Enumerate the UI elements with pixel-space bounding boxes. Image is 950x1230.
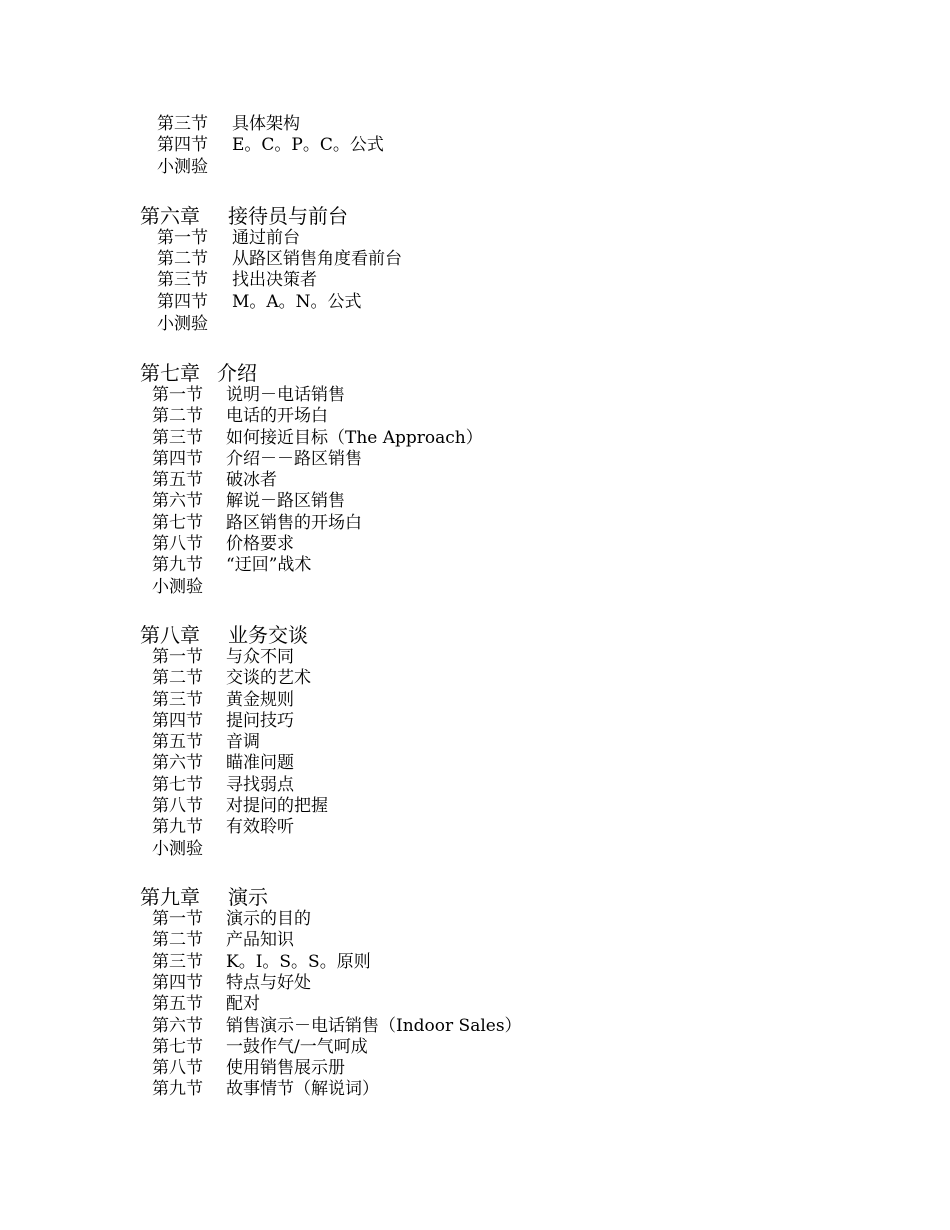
section-title: 瞄准问题 bbox=[226, 753, 294, 773]
chapter-label: 第七章 bbox=[140, 361, 200, 385]
toc-entry bbox=[152, 732, 652, 753]
chapter-label: 第六章 bbox=[140, 204, 200, 228]
toc-entry bbox=[157, 135, 557, 156]
section-title: 与众不同 bbox=[226, 647, 294, 667]
quiz-entry bbox=[152, 839, 352, 860]
toc-entry bbox=[157, 114, 557, 135]
toc-entry bbox=[152, 930, 852, 951]
section-label: 第四节 bbox=[152, 711, 203, 731]
chapter-label: 第八章 bbox=[140, 623, 200, 647]
section-title: 产品知识 bbox=[226, 930, 294, 950]
section-title: 解说－路区销售 bbox=[226, 491, 345, 511]
chapter-heading bbox=[140, 885, 640, 909]
section-label: 第三节 bbox=[152, 952, 203, 972]
toc-entry bbox=[152, 491, 752, 512]
section-label: 第八节 bbox=[152, 1058, 203, 1078]
section-title: 使用销售展示册 bbox=[226, 1058, 345, 1078]
section-title: 通过前台 bbox=[232, 228, 300, 248]
section-label: 第九节 bbox=[152, 817, 203, 837]
section-label: 第一节 bbox=[152, 647, 203, 667]
chapter-title: 介绍 bbox=[217, 361, 257, 385]
section-label: 第五节 bbox=[152, 994, 203, 1014]
section-label: 第六节 bbox=[152, 753, 203, 773]
section-label: 第二节 bbox=[152, 668, 203, 688]
toc-entry bbox=[152, 973, 852, 994]
toc-entry bbox=[152, 817, 652, 838]
section-title: 具体架构 bbox=[232, 114, 300, 134]
section-title: E。C。P。C。公式 bbox=[232, 135, 384, 155]
section-title: 提问技巧 bbox=[226, 711, 294, 731]
toc-entry bbox=[152, 1016, 852, 1037]
section-label: 第三节 bbox=[152, 428, 203, 448]
section-title: 路区销售的开场白 bbox=[226, 513, 362, 533]
toc-entry bbox=[152, 470, 752, 491]
section-title: 找出决策者 bbox=[232, 270, 317, 290]
toc-entry bbox=[152, 909, 852, 930]
section-title: “迂回”战术 bbox=[226, 555, 312, 575]
toc-entry bbox=[152, 449, 752, 470]
toc-entry bbox=[152, 428, 752, 449]
toc-entry bbox=[152, 1058, 852, 1079]
toc-entry bbox=[157, 292, 657, 313]
section-label: 第三节 bbox=[152, 690, 203, 710]
toc-entry bbox=[152, 952, 852, 973]
section-title: 破冰者 bbox=[226, 470, 277, 490]
section-title: 演示的目的 bbox=[226, 909, 311, 929]
section-title: 特点与好处 bbox=[226, 973, 311, 993]
chapter-heading bbox=[140, 204, 640, 228]
toc-entry bbox=[152, 711, 652, 732]
section-label: 第七节 bbox=[152, 775, 203, 795]
section-title: 寻找弱点 bbox=[226, 775, 294, 795]
chapter-heading bbox=[140, 361, 640, 385]
section-title: 有效聆听 bbox=[226, 817, 294, 837]
section-label: 第一节 bbox=[157, 228, 208, 248]
section-label: 第一节 bbox=[152, 385, 203, 405]
section-label: 第三节 bbox=[157, 270, 208, 290]
section-label: 第六节 bbox=[152, 491, 203, 511]
quiz-label: 小测验 bbox=[152, 839, 203, 859]
quiz-entry bbox=[157, 157, 357, 178]
section-label: 第七节 bbox=[152, 1037, 203, 1057]
section-title: 黄金规则 bbox=[226, 690, 294, 710]
section-title: 说明－电话销售 bbox=[226, 385, 345, 405]
toc-entry bbox=[152, 668, 652, 689]
section-title: 销售演示－电话销售（Indoor Sales） bbox=[226, 1016, 522, 1036]
section-label: 第八节 bbox=[152, 796, 203, 816]
section-title: K。I。S。S。原则 bbox=[226, 952, 371, 972]
toc-entry bbox=[157, 270, 657, 291]
toc-entry bbox=[152, 555, 752, 576]
section-label: 第九节 bbox=[152, 1079, 203, 1099]
section-title: 介绍－－路区销售 bbox=[226, 449, 362, 469]
section-label: 第四节 bbox=[157, 135, 208, 155]
section-title: M。A。N。公式 bbox=[232, 292, 362, 312]
section-title: 音调 bbox=[226, 732, 260, 752]
chapter-title: 接待员与前台 bbox=[228, 204, 348, 228]
section-title: 配对 bbox=[226, 994, 260, 1014]
toc-entry bbox=[152, 513, 752, 534]
section-title: 电话的开场白 bbox=[226, 406, 328, 426]
section-label: 第一节 bbox=[152, 909, 203, 929]
toc-entry bbox=[152, 1037, 852, 1058]
section-title: 一鼓作气/一气呵成 bbox=[226, 1037, 368, 1057]
section-label: 第八节 bbox=[152, 534, 203, 554]
quiz-label: 小测验 bbox=[152, 577, 203, 597]
quiz-entry bbox=[152, 577, 352, 598]
section-label: 第三节 bbox=[157, 114, 208, 134]
section-title: 交谈的艺术 bbox=[226, 668, 311, 688]
section-label: 第五节 bbox=[152, 732, 203, 752]
section-title: 价格要求 bbox=[226, 534, 294, 554]
section-title: 故事情节（解说词） bbox=[226, 1079, 379, 1099]
section-label: 第四节 bbox=[152, 449, 203, 469]
section-label: 第二节 bbox=[152, 930, 203, 950]
toc-entry bbox=[152, 796, 652, 817]
section-label: 第二节 bbox=[152, 406, 203, 426]
section-label: 第四节 bbox=[157, 292, 208, 312]
section-label: 第九节 bbox=[152, 555, 203, 575]
toc-entry bbox=[152, 994, 852, 1015]
toc-entry bbox=[152, 775, 652, 796]
chapter-title: 业务交谈 bbox=[228, 623, 308, 647]
toc-entry bbox=[152, 1079, 852, 1100]
toc-entry bbox=[152, 534, 752, 555]
quiz-label: 小测验 bbox=[157, 157, 208, 177]
section-title: 对提问的把握 bbox=[226, 796, 328, 816]
chapter-heading bbox=[140, 623, 640, 647]
chapter-label: 第九章 bbox=[140, 885, 200, 909]
section-label: 第二节 bbox=[157, 249, 208, 269]
section-title: 从路区销售角度看前台 bbox=[232, 249, 402, 269]
section-title: 如何接近目标（The Approach） bbox=[226, 428, 483, 448]
toc-entry bbox=[157, 228, 657, 249]
quiz-entry bbox=[157, 314, 357, 335]
section-label: 第七节 bbox=[152, 513, 203, 533]
toc-entry bbox=[152, 753, 652, 774]
toc-entry bbox=[152, 690, 652, 711]
toc-entry bbox=[152, 385, 752, 406]
chapter-title: 演示 bbox=[228, 885, 268, 909]
section-label: 第四节 bbox=[152, 973, 203, 993]
section-label: 第五节 bbox=[152, 470, 203, 490]
toc-entry bbox=[152, 406, 752, 427]
quiz-label: 小测验 bbox=[157, 314, 208, 334]
toc-entry bbox=[157, 249, 657, 270]
toc-entry bbox=[152, 647, 652, 668]
section-label: 第六节 bbox=[152, 1016, 203, 1036]
